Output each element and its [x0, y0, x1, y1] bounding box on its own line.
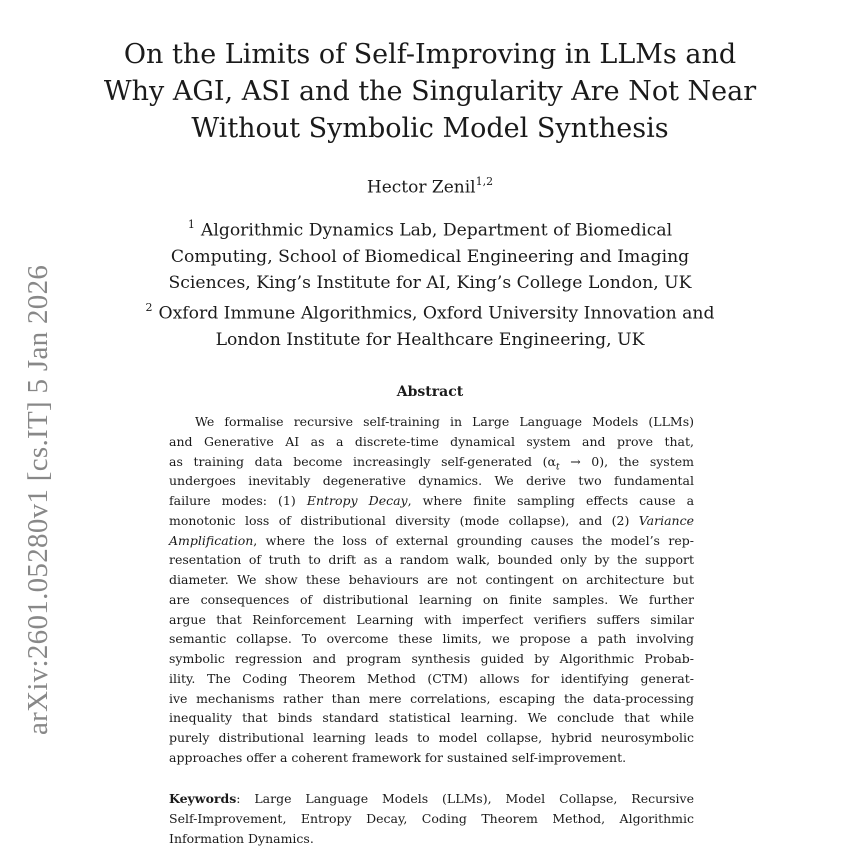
- alpha-subscript: t: [555, 462, 560, 472]
- abstract-line: undergoes inevitably degenerative dynamics. We derive two fundamental: [169, 473, 694, 489]
- affiliation-1-line: Computing, School of Biomedical Engineering and Imaging: [170, 246, 690, 267]
- abstract-line: and Generative AI as a discrete-time dynamical system and prove that,: [169, 433, 694, 449]
- affiliation-1-line: Sciences, King’s Institute for AI, King’s College London, UK: [168, 273, 692, 294]
- arxiv-side-stamp: [14, 255, 54, 735]
- abstract-line: failure modes: (1) Entropy Decay, where finite sampling effects cause a: [169, 493, 695, 508]
- keywords-line: Information Dynamics.: [169, 830, 314, 846]
- affiliation-2-line: London Institute for Healthcare Engineering, UK: [215, 330, 645, 351]
- abstract-line: ive mechanisms rather than mere correlations, escaping the data-processing: [169, 690, 694, 706]
- arxiv-identifier: arXiv:2601.05280v1 [cs.IT] 5 Jan 2026: [22, 264, 54, 735]
- author-name: Hector Zenil: [366, 177, 476, 198]
- author-line: [100, 171, 760, 200]
- paper-title: [100, 36, 760, 147]
- abstract-line: Amplification, where the loss of external grounding causes the model’s rep-: [169, 532, 694, 548]
- term-entropy-decay: Entropy Decay: [306, 493, 408, 508]
- abstract-line: argue that Reinforcement Learning with imperfect verifiers suffers similar: [169, 611, 694, 627]
- keywords: [169, 789, 694, 847]
- abstract-line: monotonic loss of distributional diversity (mode collapse), and (2) Variance: [169, 512, 694, 528]
- abstract-line: We formalise recursive self-training in Large Language Models (LLMs): [195, 414, 694, 429]
- title-line: On the Limits of Self-Improving in LLMs and: [123, 39, 737, 70]
- abstract-line: as training data become increasingly self-generated $(\alpha_t \to 0)$, the system: [169, 453, 694, 472]
- affiliation-2-line: $^2$ Oxford Immune Algorithmics, Oxford University Innovation and: [145, 301, 715, 325]
- keywords-label: Keywords: [169, 791, 237, 806]
- term-variance: Variance: [638, 512, 694, 528]
- title-line: Without Symbolic Model Synthesis: [191, 113, 669, 144]
- affiliation-1-line: $^1$ Algorithmic Dynamics Lab, Department of Biomedical: [187, 218, 673, 241]
- affiliations: [100, 213, 760, 353]
- abstract-text: [169, 412, 694, 768]
- author-affiliation-marks: 1,2: [475, 175, 494, 188]
- abstract-line: resentation of truth to drift as a random walk, bounded only by the support: [169, 552, 694, 568]
- abstract-line: are consequences of distributional learning on finite samples. We further: [169, 591, 694, 607]
- title-line: Why AGI, ASI and the Singularity Are Not Near: [103, 76, 757, 107]
- abstract-line: symbolic regression and program synthesis guided by Algorithmic Probab-: [169, 651, 694, 666]
- abstract-heading: Abstract: [396, 384, 464, 400]
- abstract-line: diameter. We show these behaviours are not contingent on architecture but: [169, 572, 694, 587]
- abstract-line: approaches offer a coherent framework for sustained self-improvement.: [169, 749, 627, 765]
- keywords-line: Self-Improvement, Entropy Decay, Coding Theorem Method, Algorithmic: [169, 810, 694, 826]
- abstract-line: ility. The Coding Theorem Method (CTM) allows for identifying generat-: [169, 670, 694, 686]
- term-amplification: Amplification: [169, 532, 254, 548]
- affiliation-1-mark: 1: [187, 218, 195, 231]
- keywords-line: Keywords: Large Language Models (LLMs), Model Collapse, Recursive: [169, 791, 694, 806]
- abstract-line: purely distributional learning leads to model collapse, hybrid neurosymbolic: [169, 730, 694, 745]
- abstract-line: semantic collapse. To overcome these limits, we propose a path involving: [169, 631, 694, 647]
- affiliation-2-mark: 2: [145, 301, 153, 315]
- abstract-line: inequality that binds standard statistical learning. We conclude that while: [169, 710, 694, 726]
